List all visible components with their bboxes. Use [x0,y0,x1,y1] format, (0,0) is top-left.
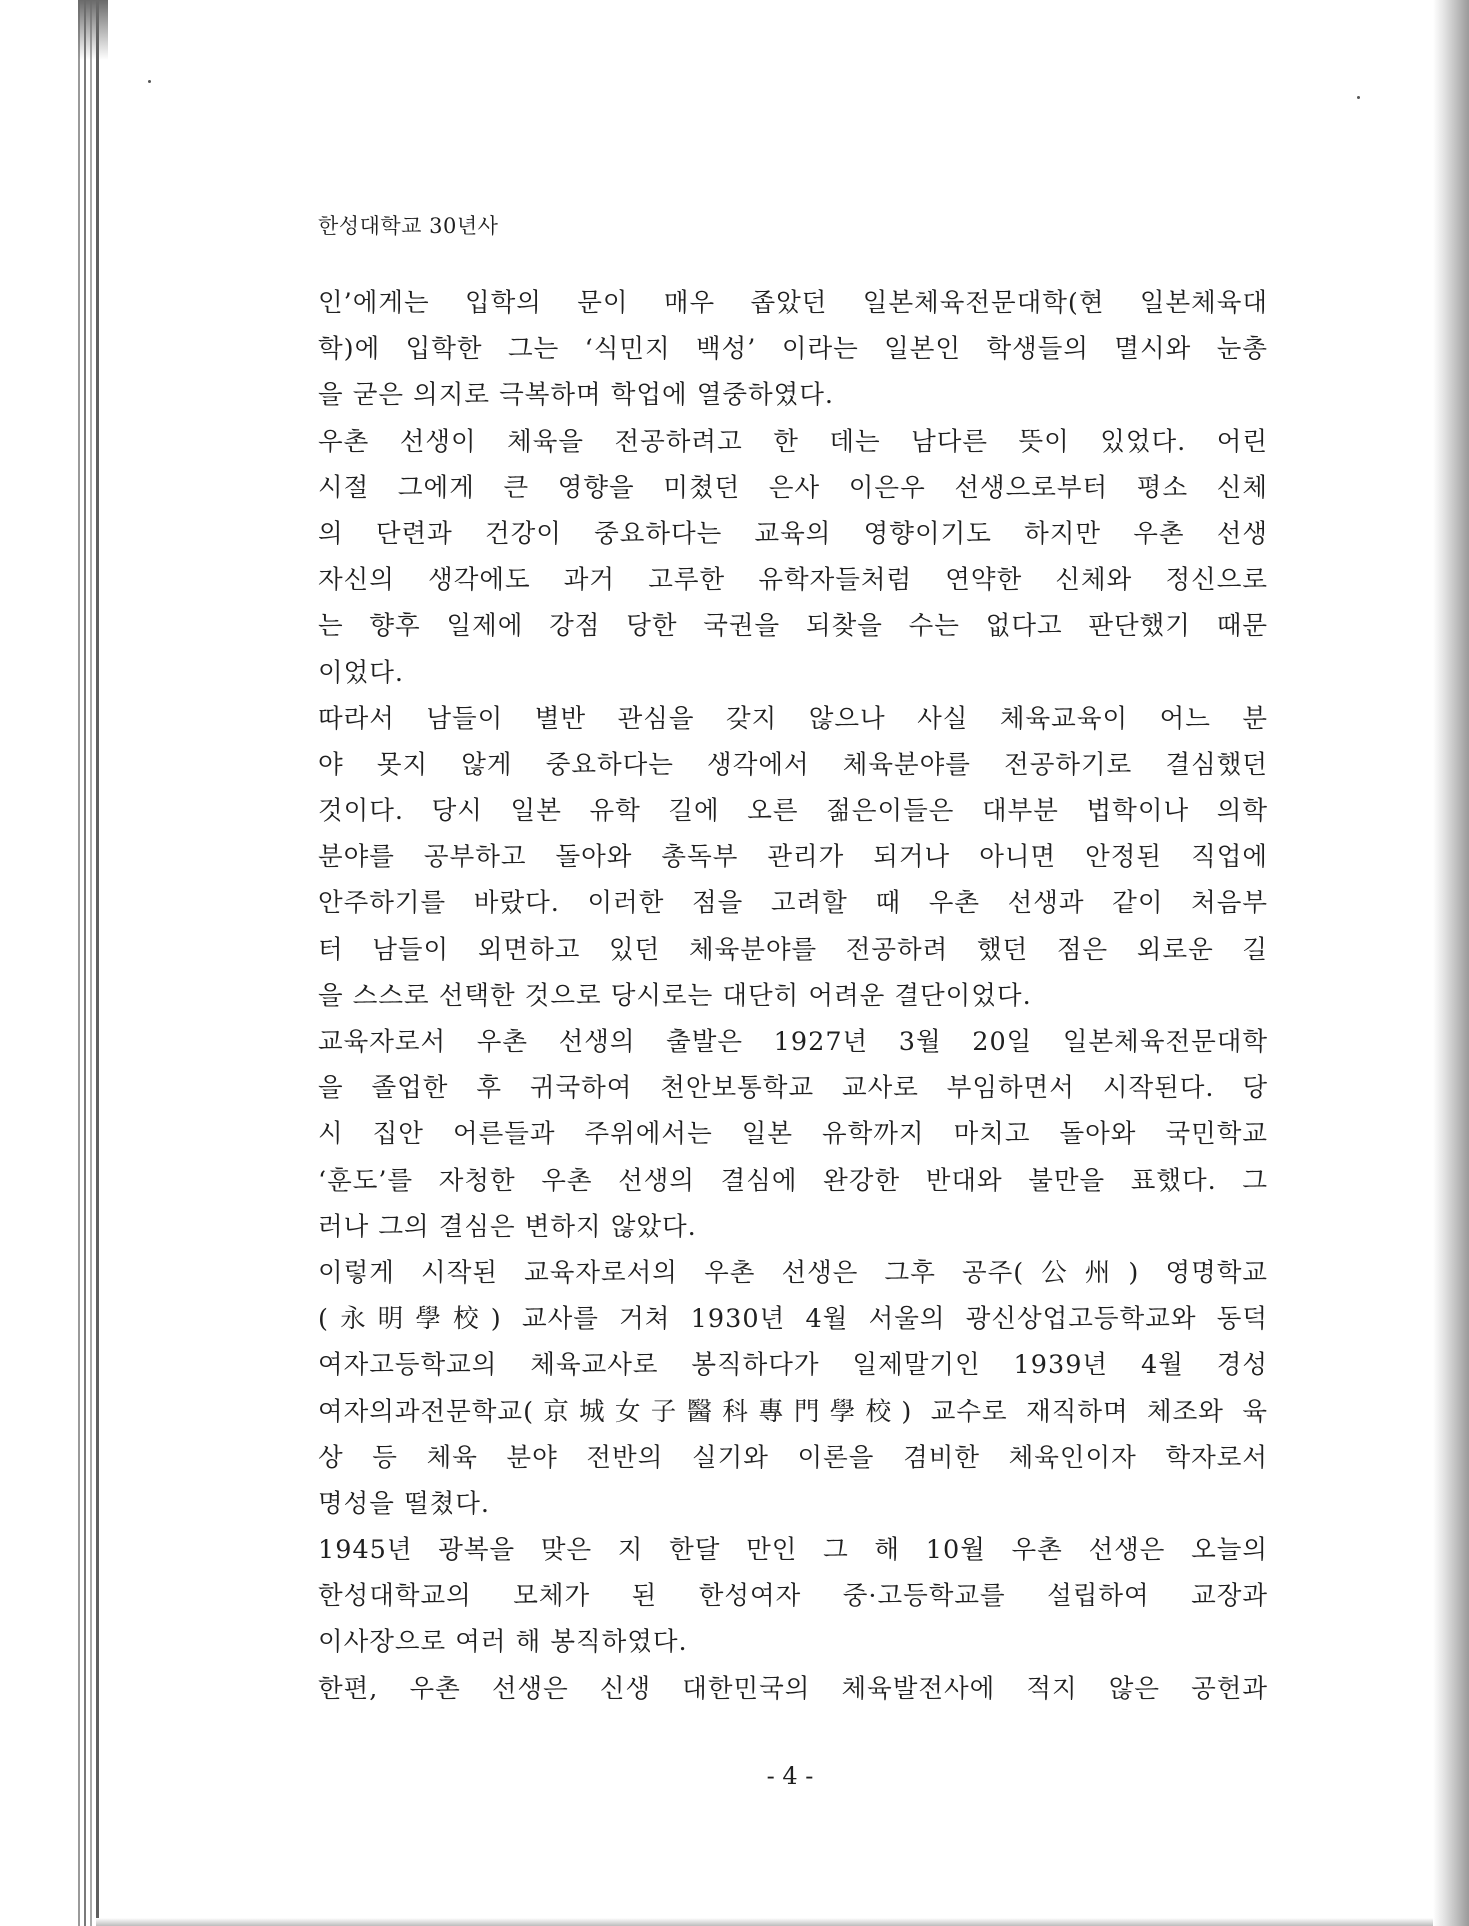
text-line: 따라서 남들이 별반 관심을 갖지 않으나 사실 체육교육이 어느 분 [318,703,1268,734]
text-line: 인’에게는 입학의 문이 매우 좁았던 일본체육전문대학(현 일본체육대 [318,288,1268,318]
text-line: (永明學校) 교사를 거쳐 1930년 4월 서울의 광신상업고등학교와 동덕 [318,1304,1268,1335]
text-line: 여자고등학교의 체육교사로 봉직하다가 일제말기인 1939년 4월 경성 [318,1350,1268,1381]
text-line: 여자의과전문학교(京城女子醫科專門學校) 교수로 재직하며 체조와 육 [318,1396,1268,1427]
page-edge [84,0,86,1926]
text-line: 1945년 광복을 맞은 지 한달 만인 그 해 10월 우촌 선생은 오늘의 [318,1535,1268,1566]
text-line: 야 못지 않게 중요하다는 생각에서 체육분야를 전공하기로 결심했던 [318,749,1268,780]
body-text [318,280,1268,1712]
text-line: 시절 그에게 큰 영향을 미쳤던 은사 이은우 선생으로부터 평소 신체 [318,472,1268,503]
text-line: 자신의 생각에도 과거 고루한 유학자들처럼 연약한 신체와 정신으로 [318,565,1268,596]
text-line: 을 굳은 의지로 극복하며 학업에 열중하였다. [318,380,835,411]
page-shadow-top [78,0,108,60]
page-number: - 4 - [766,1762,814,1790]
text-line: 의 단련과 건강이 중요하다는 교육의 영향이기도 하지만 우촌 선생 [318,518,1268,549]
text-line: 한편, 우촌 선생은 신생 대한민국의 체육발전사에 적지 않은 공헌과 [318,1673,1268,1704]
text-line: 것이다. 당시 일본 유학 길에 오른 젊은이들은 대부분 법학이나 의학 [318,796,1268,827]
page-edge [90,0,92,1926]
text-line: ‘훈도’를 자청한 우촌 선생의 결심에 완강한 반대와 불만을 표했다. 그 [318,1165,1268,1196]
text-line: 우촌 선생이 체육을 전공하려고 한 데는 남다른 뜻이 있었다. 어린 [318,426,1268,457]
text-line: 상 등 체육 분야 전반의 실기와 이론을 겸비한 체육인이자 학자로서 [318,1442,1268,1473]
text-line: 한성대학교의 모체가 된 한성여자 중·고등학교를 설립하여 교장과 [318,1581,1268,1612]
text-line: 교육자로서 우촌 선생의 출발은 1927년 3월 20일 일본체육전문대학 [318,1027,1268,1057]
text-line: 을 스스로 선택한 것으로 당시로는 대단히 어려운 결단이었다. [318,980,1032,1011]
text-line: 안주하기를 바랐다. 이러한 점을 고려할 때 우촌 선생과 같이 처음부 [318,888,1268,919]
text-line: 러나 그의 결심은 변하지 않았다. [318,1211,697,1242]
text-line: 명성을 떨쳤다. [318,1488,491,1519]
text-line: 시 집안 어른들과 주위에서는 일본 유학까지 마치고 돌아와 국민학교 [318,1119,1268,1150]
text-line: 분야를 공부하고 돌아와 총독부 관리가 되거나 아니면 안정된 직업에 [318,842,1268,873]
scan-speck [148,80,151,83]
text-line: 터 남들이 외면하고 있던 체육분야를 전공하려 했던 점은 외로운 길 [318,934,1268,965]
page-edge [96,0,99,1926]
text-line: 이었다. [318,657,405,688]
text-line: 을 졸업한 후 귀국하여 천안보통학교 교사로 부임하면서 시작된다. 당 [318,1073,1268,1104]
page-shadow-bottom [96,1918,1433,1926]
scan-speck [1357,96,1360,99]
text-line: 는 향후 일제에 강점 당한 국권을 되찾을 수는 없다고 판단했기 때문 [318,611,1268,642]
text-line: 학)에 입학한 그는 ‘식민지 백성’ 이라는 일본인 학생들의 멸시와 눈총 [318,334,1268,365]
running-header: 한성대학교 30년사 [318,214,499,238]
text-line: 이사장으로 여러 해 봉직하였다. [318,1627,688,1658]
page-shadow-right [1433,0,1469,1926]
text-line: 이렇게 시작된 교육자로서의 우촌 선생은 그후 공주(公州) 영명학교 [318,1257,1268,1288]
page-edge [78,0,80,1926]
